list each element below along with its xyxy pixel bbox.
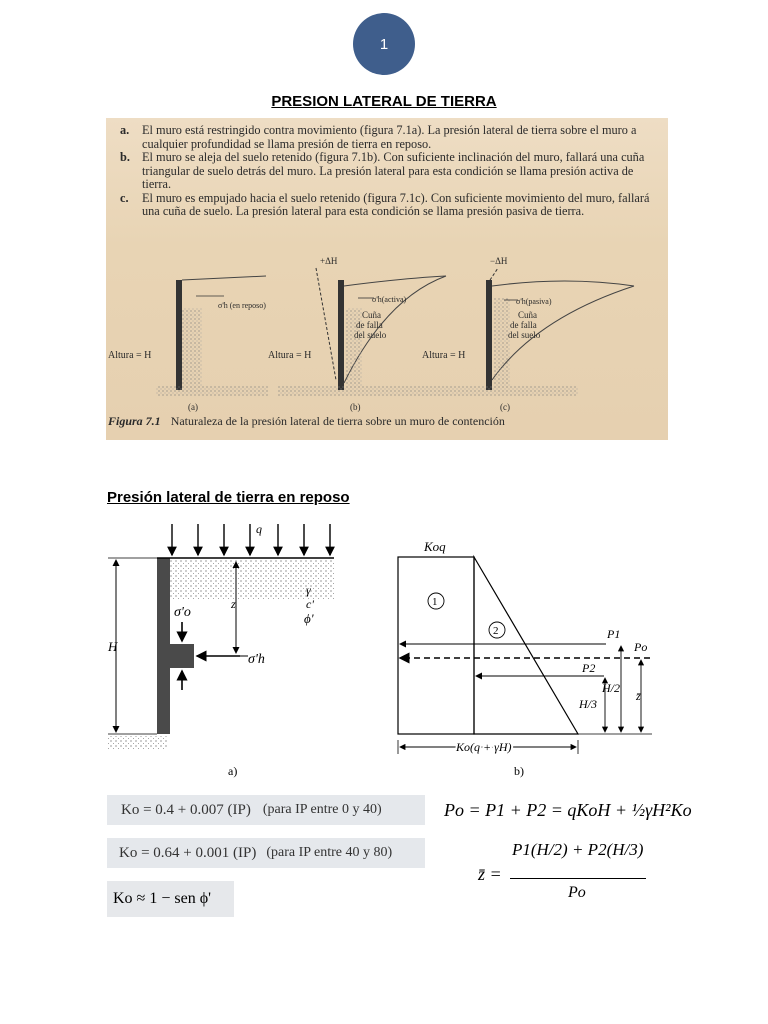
region-1-label: 1 (432, 596, 438, 608)
delta-label: +ΔH (320, 256, 338, 266)
top-pressure-label: Koq (424, 539, 446, 554)
formula-range: (para IP entre 40 y 80) (266, 845, 393, 860)
wedge-label: del suelo (354, 330, 387, 340)
P1-label: P1 (607, 627, 621, 641)
H3-label: H/3 (579, 697, 597, 711)
ko-formula-3: Ko ≈ 1 − sen ϕ' (107, 881, 234, 917)
item-text: El muro es empujado hacia el suelo retenido (figura 7.1c). Con suficiente movimiento del muro, fallará una cuña de suelo. La presión lateral para esta condición se llama presión pasiva de tierra. (142, 190, 650, 218)
panel-label: (b) (350, 402, 361, 412)
sigma-o-label: σ'o (174, 605, 191, 620)
height-label: Altura = H (108, 350, 152, 361)
wedge-label: Cuña (518, 310, 537, 320)
stress-label: σ'h(activa) (372, 295, 407, 304)
diagram-label: b) (514, 764, 524, 778)
panel-label: (a) (188, 402, 198, 412)
soil-base (108, 736, 168, 750)
wedge-label: del suelo (508, 330, 541, 340)
bottom-pressure-label: Ko(q + γH) (456, 740, 512, 754)
diagram-b (398, 539, 652, 778)
formula-main: Ko = 0.64 + 0.001 (IP) (119, 844, 257, 861)
height-label: Altura = H (268, 350, 312, 361)
fraction-bar (510, 878, 646, 879)
surcharge-arrows (172, 524, 330, 555)
stress-label: σ'h(pasiva) (516, 297, 552, 306)
ko-formula-2 (107, 838, 425, 868)
z-label: z (231, 597, 236, 611)
cohesion-label: c' (306, 597, 314, 611)
page-number: 1 (379, 35, 389, 53)
po-equation: Po = P1 + P2 = qKoH + ½γH²Ko (444, 800, 692, 820)
soil-element (170, 644, 194, 668)
formula-range: (para IP entre 0 y 40) (262, 802, 382, 817)
section-title: Presión lateral de tierra en reposo (107, 489, 350, 506)
H-label: H (108, 639, 118, 654)
region-2 (474, 557, 578, 734)
item-text: El muro está restringido contra movimiento (figura 7.1a). La presión lateral de tierra sobre el muro a cualquier profundidad se llama presión de tierra en reposo. (142, 123, 637, 151)
gamma-label: γ (306, 583, 311, 597)
stress-label: σ'h (en reposo) (218, 301, 266, 310)
zbar-denominator: Po (568, 884, 586, 901)
caption-label: Figura 7.1 (108, 414, 161, 428)
page-title: PRESION LATERAL DE TIERRA (271, 93, 497, 110)
item-label: a. (120, 123, 130, 137)
formula-main: Ko = 0.4 + 0.007 (IP) (121, 801, 251, 818)
ko-formula-1 (107, 795, 425, 825)
wedge-label: Cuña (362, 310, 381, 320)
sigma-h-label: σ'h (248, 652, 265, 667)
P2-label: P2 (582, 661, 596, 675)
q-label: q (256, 522, 262, 536)
diagram-label: a) (228, 764, 238, 778)
phi-label: ϕ' (304, 611, 314, 626)
zbar-lhs: z̄ = (478, 864, 502, 884)
delta-label: −ΔH (490, 256, 508, 266)
panel-label: (c) (500, 402, 510, 412)
wedge-label: de falla (356, 320, 383, 330)
zbar-numerator: P1(H/2) + P2(H/3) (512, 840, 644, 859)
zbar-label: z̄ (636, 689, 641, 703)
zbar-equation (478, 836, 648, 906)
region-1 (398, 557, 474, 734)
height-label: Altura = H (422, 350, 466, 361)
wedge-label: de falla (510, 320, 537, 330)
Po-label: Po (634, 640, 648, 654)
diagram-a (107, 522, 334, 778)
wall (157, 558, 170, 734)
caption-text: Naturaleza de la presión lateral de tierra sobre un muro de contención (170, 414, 505, 428)
region-2-label: 2 (493, 625, 499, 637)
item-label: b. (120, 150, 130, 164)
item-label: c. (120, 190, 129, 205)
item-text: El muro se aleja del suelo retenido (figura 7.1b). Con suficiente inclinación del muro, fallará una cuña triangular de suelo detrás del muro. La presión lateral para esta condición se llama presión activa de tierra. (142, 150, 645, 191)
H2-label: H/2 (602, 681, 620, 695)
